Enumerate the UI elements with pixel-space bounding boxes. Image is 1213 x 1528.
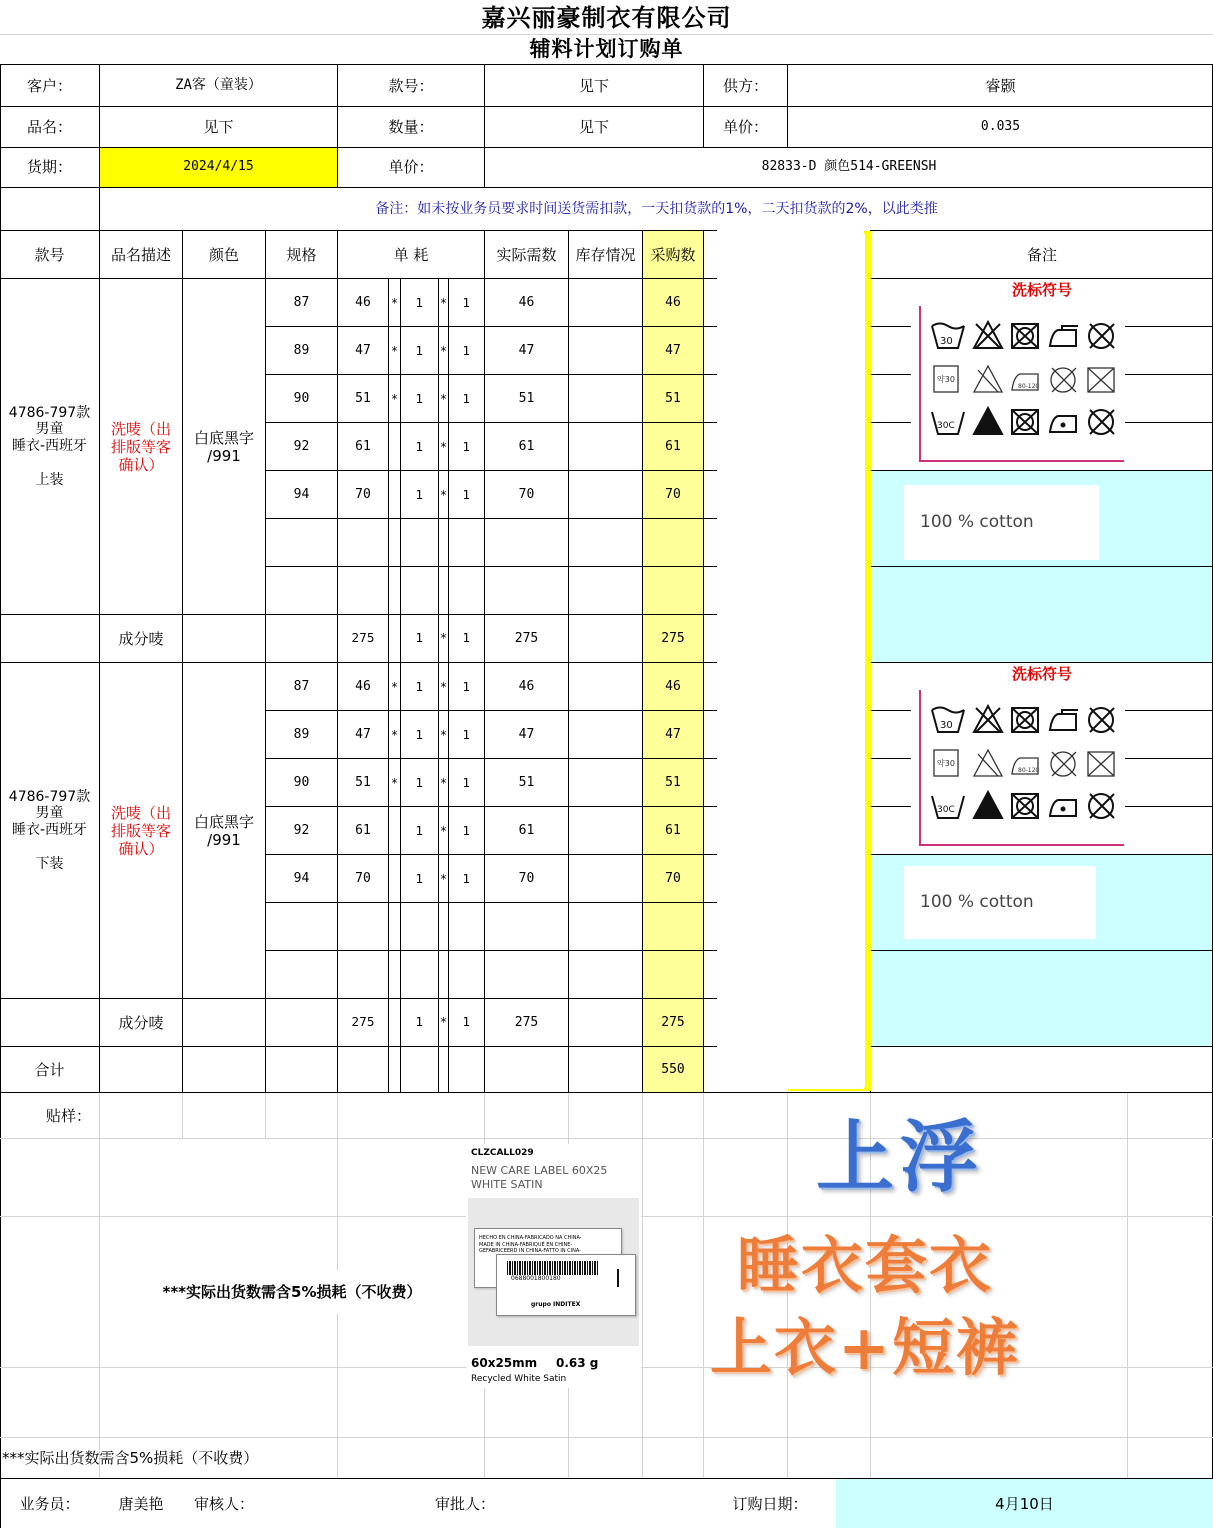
no-dry-clean-icon-2 [1089,794,1114,818]
consumption-b: 1 [415,823,424,838]
consumption-b: 1 [415,391,424,406]
supplier-label: 供方： [722,76,768,95]
consumption-c: 1 [462,391,471,406]
bleach-caution-icon [974,366,1002,392]
brand-logo: grupo INDITEX [531,1301,581,1308]
supplier-value: 睿颢 [985,76,1016,95]
consumption-c: 1 [462,823,471,838]
op1: * [391,295,398,310]
consumption-b: 1 [415,343,424,358]
consumption-b: 1 [415,679,424,694]
cotton-text: 100 % cotton [920,892,1034,913]
bleach-icon [974,792,1002,818]
comp-consumption-a: 275 [351,631,375,646]
purchase: 70 [665,871,681,887]
total-label: 合计 [34,1060,65,1079]
svg-text:30: 30 [940,720,953,731]
size: 92 [293,439,310,455]
group1-color: 白底黑字 /991 [193,428,254,465]
comp-purchase: 275 [661,1014,685,1030]
col-size: 规格 [286,246,317,264]
purchase: 51 [665,775,681,791]
consumption-c: 1 [462,295,471,310]
item-label: 品名： [26,117,72,136]
group1-style: 4786-797款 男童 睡衣-西班牙 上装 [8,404,91,488]
care-symbols-grid [928,318,1124,444]
bleach-caution-icon [974,750,1002,776]
label-tag-front [496,1254,636,1316]
op2: * [440,823,447,838]
order-date-value: 4月10日 [995,1494,1054,1513]
comp-consumption-c: 1 [462,1015,471,1030]
consumption-b: 1 [415,871,424,886]
comp-consumption-c: 1 [462,631,471,646]
customer-value: ZA客（童装） [175,77,262,94]
no-tumble-icon [1088,752,1114,776]
customer-label: 客户： [26,76,72,95]
purchase: 47 [665,727,681,743]
no-tumble-dry-icon-2 [1012,410,1038,434]
op1 [389,471,400,519]
barcode [507,1261,599,1275]
consumption-a: 70 [355,871,371,887]
actual: 46 [518,679,535,695]
no-tumble-dry-icon-2 [1012,794,1038,818]
wash-30-icon [932,708,964,733]
no-bleach-icon [974,706,1002,732]
size: 89 [293,727,310,743]
purchase: 51 [665,391,681,407]
barcode-number: 0688001800180 [511,1275,561,1282]
actual: 61 [518,823,535,839]
consumption-b: 1 [415,487,424,502]
op1 [389,855,400,903]
actual: 70 [518,871,535,887]
consumption-a: 70 [355,487,371,503]
size: 92 [293,823,310,839]
op1: * [391,391,398,406]
bleach-icon [974,408,1002,434]
col-color: 颜色 [208,246,239,264]
purchase: 47 [665,343,681,359]
no-tumble-dry-icon [1012,708,1038,732]
svg-text:30C: 30C [937,421,955,431]
purchase: 70 [665,487,681,503]
consumption-c: 1 [462,439,471,454]
loss-note: ***实际出货数需含5%损耗（不收费） [2,1449,259,1467]
penalty-note: 备注：如未按业务员要求时间送货需扣款，一天扣货款的1%，二天扣货款的2%，以此类推 [375,200,938,217]
price2-value: 82833-D 颜色514-GREENSH [761,159,937,175]
consumption-c: 1 [462,679,471,694]
price-label: 单价： [722,117,768,136]
approver-label: 审批人： [434,1494,495,1513]
price2-label: 单价： [388,158,434,176]
size: 90 [293,391,310,407]
op1: * [391,775,398,790]
comp-consumption-b: 1 [415,631,424,646]
care-title: 洗标符号 [1011,665,1072,683]
svg-text:30: 30 [940,336,953,347]
size: 87 [293,295,310,311]
wash-30c-icon [932,796,964,818]
qty-label: 数量： [388,117,434,136]
qty-value: 见下 [578,117,609,136]
item-value: 见下 [203,117,234,136]
label-material: Recycled White Satin [471,1374,567,1384]
col-style: 款号 [34,246,65,264]
no-dry-clean-icon [1089,708,1114,732]
svg-text:30C: 30C [937,805,955,815]
comp-desc: 成分唛 [118,629,164,648]
hand-wash-icon [934,750,958,776]
col-consumption: 单 耗 [393,246,429,264]
delivery-value: 2024/4/15 [183,159,254,175]
op1: * [391,727,398,742]
wash-30c-icon [932,412,964,434]
actual: 70 [518,487,535,503]
col-purchase: 采购数 [650,246,696,264]
op2: * [440,439,447,454]
sales-label: 业务员： [19,1494,80,1513]
consumption-c: 1 [462,343,471,358]
comp-desc: 成分唛 [118,1013,164,1032]
size: 94 [293,871,310,887]
consumption-a: 46 [355,679,371,695]
no-tumble-icon [1088,368,1114,392]
iron-low-icon [1050,800,1076,816]
purchase: 46 [665,295,681,311]
svg-text:80-120: 80-120 [1018,383,1040,390]
label-name-2: WHITE SATIN [471,1178,543,1191]
group2-style: 4786-797款 男童 睡衣-西班牙 下装 [8,788,91,872]
iron-temp-icon [1012,758,1039,774]
svg-text:약30: 약30 [937,759,955,768]
actual: 51 [518,391,535,407]
iron-low-icon [1050,416,1076,432]
actual: 47 [518,343,535,359]
comp-actual: 275 [514,1014,539,1030]
op2: * [440,775,447,790]
loss-note-bold: ***实际出货数需含5%损耗（不收费） [100,1270,484,1314]
consumption-a: 47 [355,727,371,743]
consumption-a: 47 [355,343,371,359]
op2: * [440,487,447,502]
no-tumble-dry-icon [1012,324,1038,348]
group2-desc: 洗唛（出 排版等客 确认） [110,803,171,858]
label-code: CLZCALL029 [471,1148,534,1158]
price-value: 0.035 [980,118,1021,134]
label-weight: 0.63 g [556,1356,599,1370]
delivery-label: 货期： [26,158,72,176]
consumption-c: 1 [462,487,471,502]
order-date-label: 订购日期： [732,1494,808,1513]
op1 [389,423,400,471]
hand-wash-icon [934,366,958,392]
reviewer-label: 审核人： [193,1494,254,1513]
company-name: 嘉兴丽豪制衣有限公司 [481,2,732,32]
col-remark: 备注 [1026,246,1057,264]
col-actual: 实际需数 [496,246,557,264]
style-value: 见下 [578,76,609,95]
consumption-b: 1 [415,439,424,454]
care-symbols-grid [928,702,1124,828]
label-name-1: NEW CARE LABEL 60X25 [471,1164,608,1177]
op1 [389,807,400,855]
consumption-b: 1 [415,295,424,310]
group2-color: 白底黑字 /991 [193,812,254,849]
consumption-a: 51 [355,775,371,791]
svg-text:약30: 약30 [937,375,955,384]
actual: 51 [518,775,535,791]
svg-text:80-120: 80-120 [1018,767,1040,774]
comp-op2: * [440,1015,447,1030]
consumption-a: 61 [355,823,371,839]
size: 89 [293,343,310,359]
comp-consumption-b: 1 [415,1015,424,1030]
iron-icon [1050,326,1078,346]
op1: * [391,343,398,358]
op2: * [440,295,447,310]
no-wring-icon [1051,752,1076,776]
overlay-pajama-set: 睡衣套衣 [736,1228,993,1302]
no-wring-icon [1051,368,1076,392]
op2: * [440,343,447,358]
consumption-c: 1 [462,775,471,790]
op2: * [440,871,447,886]
no-bleach-icon [974,322,1002,348]
consumption-c: 1 [462,871,471,886]
op2: * [440,679,447,694]
actual: 61 [518,439,535,455]
consumption-b: 1 [415,775,424,790]
purchase: 46 [665,679,681,695]
form-title: 辅料计划订购单 [529,36,684,62]
op2: * [440,391,447,406]
comp-consumption-a: 275 [351,1015,375,1030]
consumption-a: 51 [355,391,371,407]
overlay-float: 上浮 [815,1112,984,1204]
col-stock: 库存情况 [575,246,636,264]
comp-op2: * [440,631,447,646]
label-tag-text: HECHO EN CHINA-FABRICADO NA CHINA- MADE IN CHINA-FABRIQUÉ EN CHINE- GEFABRICEERD IN CHINA-FATTO IN CINA- [479,1235,582,1254]
actual: 47 [518,727,535,743]
total-purchase: 550 [661,1061,685,1077]
iron-icon [1050,710,1078,730]
op1: * [391,679,398,694]
consumption-a: 46 [355,295,371,311]
group1-desc: 洗唛（出 排版等客 确认） [110,419,171,474]
comp-purchase: 275 [661,630,685,646]
label-size: 60x25mm [471,1356,538,1370]
no-dry-clean-icon [1089,324,1114,348]
size: 90 [293,775,310,791]
cotton-text: 100 % cotton [920,512,1034,533]
care-title: 洗标符号 [1011,281,1072,299]
comp-actual: 275 [514,630,539,646]
wash-30-icon [932,324,964,349]
no-dry-clean-icon-2 [1089,410,1114,434]
sample-label: 贴样： [45,1106,91,1125]
iron-temp-icon [1012,374,1039,390]
size: 87 [293,679,310,695]
style-label: 款号： [388,76,434,95]
care-label-image [466,1144,641,1388]
actual: 46 [518,295,535,311]
consumption-c: 1 [462,727,471,742]
purchase: 61 [665,823,681,839]
sales-name: 唐美艳 [118,1494,164,1513]
op2: * [440,727,447,742]
consumption-a: 61 [355,439,371,455]
col-desc: 品名描述 [110,246,171,264]
size: 94 [293,487,310,503]
consumption-b: 1 [415,727,424,742]
overlay-top-shorts: 上衣+短裤 [710,1310,1020,1384]
purchase: 61 [665,439,681,455]
